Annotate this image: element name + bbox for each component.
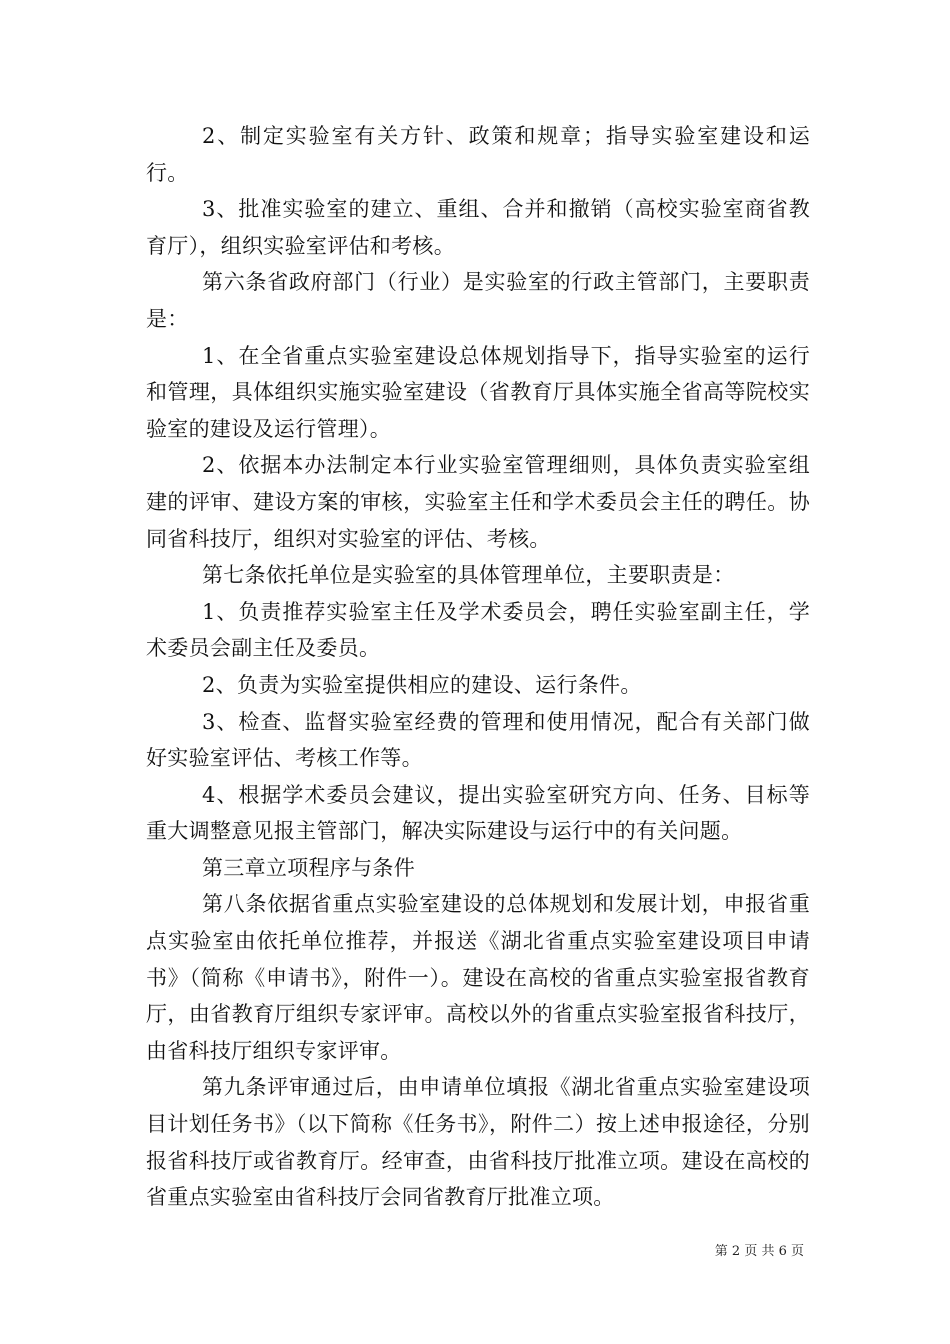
paragraph: 1、负责推荐实验室主任及学术委员会，聘任实验室副主任，学术委员会副主任及委员。 [146, 599, 810, 661]
paragraph: 1、在全省重点实验室建设总体规划指导下，指导实验室的运行和管理，具体组织实施实验室建设（省教育厅具体实施全省高等院校实验室的建设及运行管理）。 [146, 343, 810, 441]
paragraph: 3、检查、监督实验室经费的管理和使用情况，配合有关部门做好实验室评估、考核工作等。 [146, 709, 810, 771]
paragraph: 2、依据本办法制定本行业实验室管理细则，具体负责实验室组建的评审、建设方案的审核，实验室主任和学术委员会主任的聘任。协同省科技厅，组织对实验室的评估、考核。 [146, 453, 810, 551]
paragraph: 2、负责为实验室提供相应的建设、运行条件。 [202, 672, 642, 697]
paragraph: 4、根据学术委员会建议，提出实验室研究方向、任务、目标等重大调整意见报主管部门，解决实际建设与运行中的有关问题。 [146, 782, 810, 844]
paragraph: 3、批准实验室的建立、重组、合并和撤销（高校实验室商省教育厅），组织实验室评估和考核。 [146, 197, 810, 258]
paragraph: 第九条评审通过后，由申请单位填报《湖北省重点实验室建设项目计划任务书》（以下简称《任务书》，附件二）按上述申报途径，分别报省科技厅或省教育厅。经审查，由省科技厅批准立项。建设在高校的省重点实验室由省科技厅会同省教育厅批准立项。 [146, 1075, 810, 1210]
paragraph: 第八条依据省重点实验室建设的总体规划和发展计划，申报省重点实验室由依托单位推荐，并报送《湖北省重点实验室建设项目申请书》（简称《申请书》，附件一）。建设在高校的省重点实验室报省教育厅，由省教育厅组织专家评审。高校以外的省重点实验室报省科技厅，由省科技厅组织专家评审。 [146, 892, 810, 1063]
paragraph: 第七条依托单位是实验室的具体管理单位，主要职责是： [202, 563, 735, 588]
paragraph: 第六条省政府部门（行业）是实验室的行政主管部门，主要职责是： [146, 270, 810, 331]
page-number: 第 2 页 共 6 页 [714, 1244, 804, 1259]
document-body [146, 118, 810, 1216]
chapter-heading: 第三章立项程序与条件 [202, 855, 415, 880]
paragraph: 2、制定实验室有关方针、政策和规章；指导实验室建设和运行。 [146, 124, 810, 185]
